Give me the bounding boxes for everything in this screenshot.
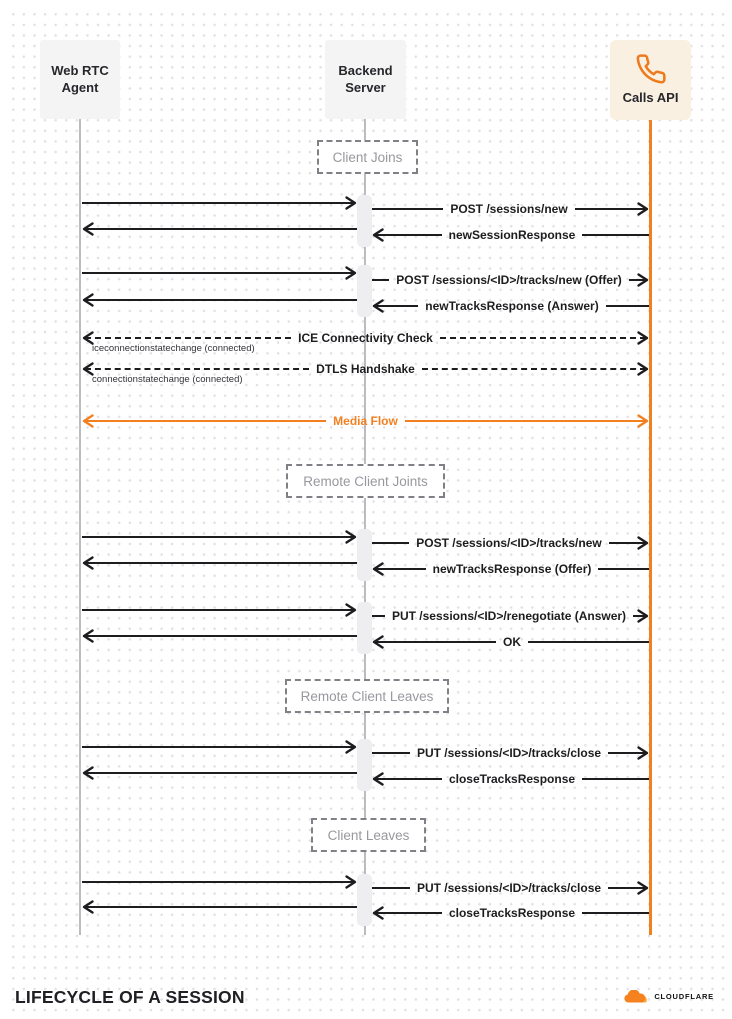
arrow-line xyxy=(606,305,649,307)
message-arrow xyxy=(372,771,649,787)
section-label-box xyxy=(285,679,449,713)
arrow-line xyxy=(528,641,649,643)
actor-calls-api xyxy=(610,40,691,120)
arrowhead-left-icon xyxy=(82,555,95,571)
arrow-line xyxy=(405,420,646,422)
message-label: POST /sessions/<ID>/tracks/new xyxy=(416,536,602,550)
arrow-line xyxy=(85,420,326,422)
arrowhead-right-icon xyxy=(636,535,649,551)
arrowhead-right-icon xyxy=(344,602,357,618)
arrow-line xyxy=(372,208,443,210)
arrow-line xyxy=(85,299,357,301)
section-label: Remote Client Leaves xyxy=(300,688,434,704)
arrowhead-right-icon xyxy=(344,195,357,211)
message-arrow xyxy=(372,272,649,288)
message-arrow xyxy=(82,195,357,211)
message-label: PUT /sessions/<ID>/tracks/close xyxy=(416,746,602,760)
arrowhead-left-icon xyxy=(82,221,95,237)
arrow-line xyxy=(422,368,646,370)
section-label: Client Joins xyxy=(332,149,403,165)
message-label: newSessionResponse xyxy=(448,228,576,242)
arrow-line xyxy=(375,912,442,914)
arrowhead-left-icon xyxy=(82,899,95,915)
message-arrow xyxy=(82,265,357,281)
arrowhead-right-icon xyxy=(636,330,649,346)
arrowhead-right-icon xyxy=(636,413,649,429)
section-label: Remote Client Joints xyxy=(303,473,428,489)
message-bidirectional-arrow xyxy=(82,413,649,429)
arrow-line xyxy=(85,562,357,564)
message-arrow xyxy=(82,529,357,545)
arrowhead-right-icon xyxy=(636,608,649,624)
arrowhead-left-icon xyxy=(372,227,385,243)
arrow-line xyxy=(85,368,309,370)
arrow-line xyxy=(85,228,357,230)
arrow-line xyxy=(375,778,442,780)
message-label: POST /sessions/new xyxy=(450,202,568,216)
message-arrow xyxy=(82,628,357,644)
message-arrow xyxy=(372,201,649,217)
arrow-line xyxy=(582,912,649,914)
arrow-line xyxy=(82,272,354,274)
arrow-line xyxy=(82,609,354,611)
message-arrow xyxy=(82,221,357,237)
message-label: closeTracksResponse xyxy=(448,906,576,920)
message-arrow xyxy=(82,874,357,890)
message-arrow xyxy=(372,298,649,314)
arrowhead-right-icon xyxy=(344,265,357,281)
page-title: LIFECYCLE OF A SESSION xyxy=(15,987,245,1007)
arrow-line xyxy=(440,337,646,339)
arrow-line xyxy=(372,279,389,281)
arrowhead-right-icon xyxy=(344,739,357,755)
message-label: closeTracksResponse xyxy=(448,772,576,786)
arrowhead-left-icon xyxy=(372,298,385,314)
message-arrow xyxy=(82,555,357,571)
arrowhead-left-icon xyxy=(372,771,385,787)
message-bidirectional-arrow xyxy=(82,330,649,354)
arrowhead-right-icon xyxy=(636,361,649,377)
webrtc-agent-lifeline xyxy=(79,119,81,935)
cloudflare-cloud-icon xyxy=(624,990,651,1003)
actor-label: Web RTC Agent xyxy=(51,63,109,95)
arrowhead-right-icon xyxy=(636,745,649,761)
arrow-line xyxy=(582,778,649,780)
phone-icon xyxy=(635,53,667,85)
message-arrow xyxy=(372,745,649,761)
arrow-line xyxy=(82,536,354,538)
message-arrow xyxy=(372,608,649,624)
activation-bar xyxy=(357,195,372,247)
message-arrow xyxy=(82,292,357,308)
message-label: newTracksResponse (Answer) xyxy=(425,299,599,313)
arrowhead-left-icon xyxy=(82,765,95,781)
arrow-line xyxy=(85,337,291,339)
message-label: Media Flow xyxy=(333,414,398,428)
section-label: Client Leaves xyxy=(327,827,410,843)
activation-bar xyxy=(357,265,372,317)
message-label: newTracksResponse (Offer) xyxy=(432,562,592,576)
message-arrow xyxy=(82,739,357,755)
section-label-box xyxy=(311,818,426,852)
arrow-line xyxy=(598,568,649,570)
arrow-line xyxy=(82,202,354,204)
arrowhead-left-icon xyxy=(372,634,385,650)
message-arrow xyxy=(372,535,649,551)
arrow-line xyxy=(85,635,357,637)
message-label: PUT /sessions/<ID>/renegotiate (Answer) xyxy=(391,609,627,623)
message-arrow xyxy=(372,880,649,896)
arrow-line xyxy=(372,887,410,889)
arrowhead-right-icon xyxy=(636,201,649,217)
arrowhead-left-icon xyxy=(372,905,385,921)
activation-bar xyxy=(357,602,372,654)
activation-bar xyxy=(357,874,372,926)
arrow-line xyxy=(372,752,410,754)
arrow-line xyxy=(582,234,649,236)
message-arrow xyxy=(372,905,649,921)
section-label-box xyxy=(286,464,445,498)
message-arrow xyxy=(82,765,357,781)
message-arrow xyxy=(372,634,649,650)
arrow-line xyxy=(375,641,496,643)
arrow-line xyxy=(85,772,357,774)
message-label: POST /sessions/<ID>/tracks/new (Offer) xyxy=(396,273,622,287)
actor-label: Backend Server xyxy=(338,63,393,95)
calls-api-lifeline xyxy=(649,119,652,935)
arrowhead-right-icon xyxy=(636,880,649,896)
message-label: PUT /sessions/<ID>/tracks/close xyxy=(416,881,602,895)
arrowhead-left-icon xyxy=(82,292,95,308)
arrowhead-left-icon xyxy=(82,628,95,644)
message-bidirectional-arrow xyxy=(82,361,649,385)
arrow-line xyxy=(372,542,409,544)
activation-bar xyxy=(357,739,372,791)
arrow-line xyxy=(372,615,385,617)
arrow-line xyxy=(82,746,354,748)
actor-webrtc-agent xyxy=(40,40,120,119)
arrowhead-left-icon xyxy=(82,413,95,429)
arrowhead-right-icon xyxy=(636,272,649,288)
message-label: OK xyxy=(503,635,521,649)
arrowhead-right-icon xyxy=(344,874,357,890)
arrow-line xyxy=(85,906,357,908)
state-change-note: connectionstatechange (connected) xyxy=(92,374,243,385)
state-change-note: iceconnectionstatechange (connected) xyxy=(92,343,255,354)
actor-label: Calls API xyxy=(622,90,679,106)
arrow-line xyxy=(82,881,354,883)
cloudflare-wordmark: CLOUDFLARE xyxy=(654,992,714,1001)
message-label: ICE Connectivity Check xyxy=(298,331,433,345)
message-arrow xyxy=(372,227,649,243)
cloudflare-logo xyxy=(624,990,714,1003)
section-label-box xyxy=(317,140,418,174)
message-arrow xyxy=(82,899,357,915)
arrowhead-right-icon xyxy=(344,529,357,545)
message-label: DTLS Handshake xyxy=(316,362,415,376)
arrowhead-left-icon xyxy=(372,561,385,577)
message-arrow xyxy=(82,602,357,618)
activation-bar xyxy=(357,529,372,581)
actor-backend-server xyxy=(325,40,406,119)
message-arrow xyxy=(372,561,649,577)
